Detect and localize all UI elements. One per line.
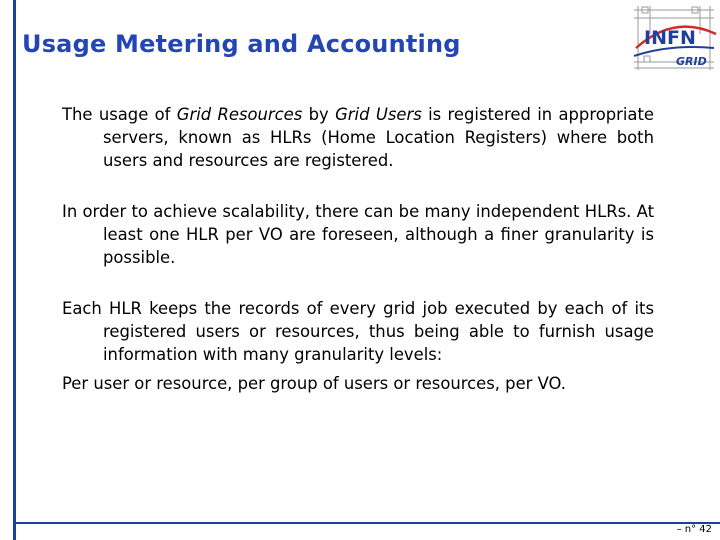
paragraph-hlr-registration: [62, 103, 654, 172]
logo-grid-text: GRID: [676, 55, 707, 68]
slide-body: [62, 103, 654, 395]
logo-infn-text: INFN: [644, 27, 696, 49]
paragraph-scalability: In order to achieve scalability, there can be many independent HLRs. At least one HLR per VO are foreseen, although a finer granularity is possible.: [62, 202, 654, 267]
infn-grid-logo: [630, 4, 718, 72]
p1-text-c: is registered in appropriate servers, known as HLRs (Home Location Registers) where both users and resources are registered.: [103, 105, 654, 170]
infn-grid-logo-icon: [630, 4, 718, 72]
bottom-border-line: [13, 522, 720, 524]
paragraph-granularity-levels: Per user or resource, per group of users or resources, per VO.: [62, 374, 566, 393]
p1-text-b: by: [302, 105, 336, 124]
paragraph-hlr-records: Each HLR keeps the records of every grid job executed by each of its registered users or resources, thus being able to furnish usage information with many granularity levels:: [62, 299, 654, 364]
slide-title: Usage Metering and Accounting: [22, 30, 461, 58]
page-number: – n° 42: [676, 524, 712, 535]
p1-emphasis-grid-users: Grid Users: [335, 105, 422, 124]
left-border-line: [13, 0, 16, 540]
p1-emphasis-grid-resources: Grid Resources: [176, 105, 303, 124]
p1-text-a: The usage of: [62, 105, 177, 124]
